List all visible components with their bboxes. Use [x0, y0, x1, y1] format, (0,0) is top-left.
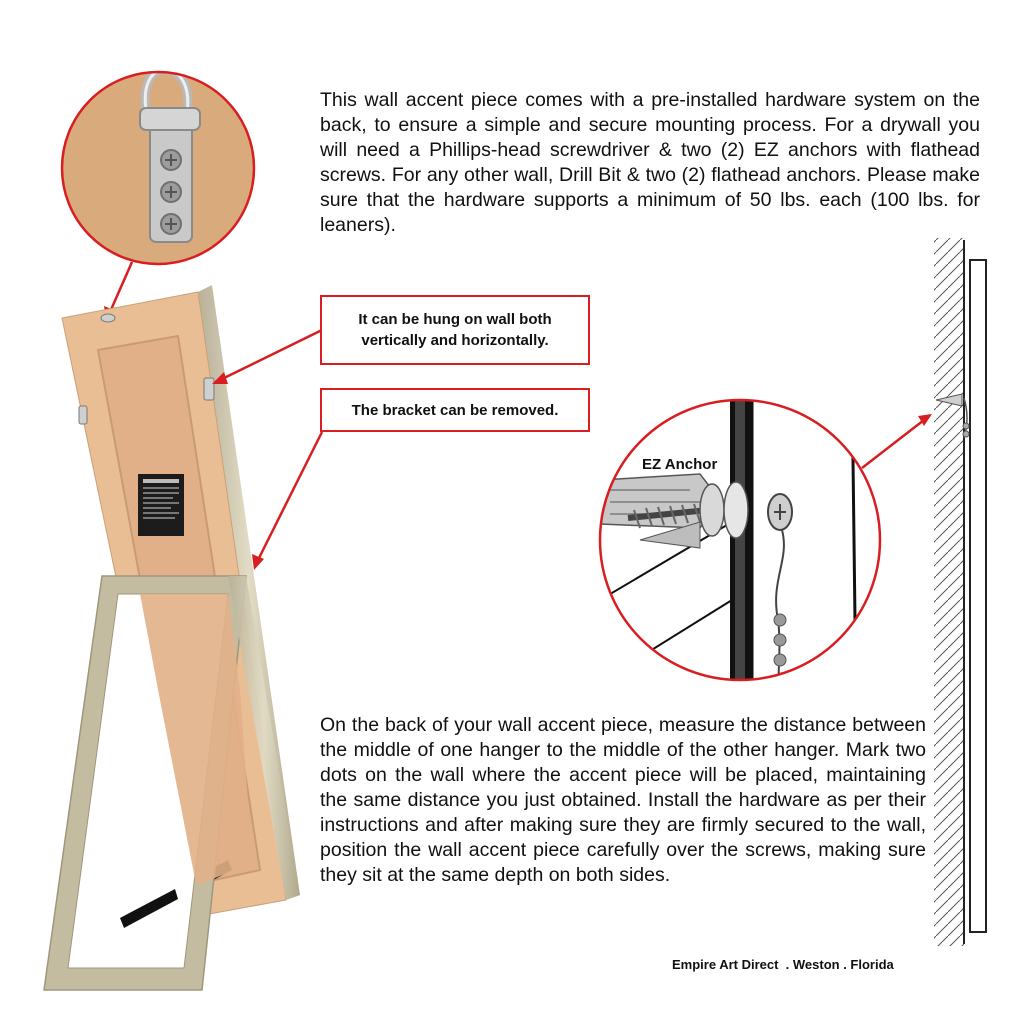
ez-anchor-screw-icon [600, 380, 880, 710]
bracket-callout-text: The bracket can be removed. [351, 401, 559, 419]
instructions-paragraph: On the back of your wall accent piece, measure the distance between the middle of one hanger to the middle of the other hanger. Mark two dots on the wall where the accent piece will be placed, maintaining the same distance you just obtained. Install the hardware as per their instructions and after making sure they are firmly secured to the wall, position the wall accent piece carefully over the screws, making sure they sit at the same depth on both sides. [320, 714, 926, 886]
ez-anchor-label: EZ Anchor [642, 456, 718, 473]
intro-paragraph: This wall accent piece comes with a pre-installed hardware system on the back, to ensure a simple and secure mounting process. For a drywall you will need a Phillips-head screwdriver & two (2) EZ anchors with flathead screws. For any other wall, Drill Bit & two (2) flathead anchors. Please make sure that the hardware supports a minimum of 50 lbs. each (100 lbs. for leaners). [320, 89, 980, 236]
bracket-callout [320, 388, 590, 432]
easel-stand [44, 576, 250, 990]
orientation-callout-text: It can be hung on wall both vertically and horizontally. [358, 311, 552, 349]
d-ring-hanger-icon [60, 70, 260, 270]
footer-credit: Empire Art Direct . Weston . Florida [672, 957, 894, 972]
orientation-callout [320, 295, 590, 365]
wall-section-icon [934, 238, 986, 946]
